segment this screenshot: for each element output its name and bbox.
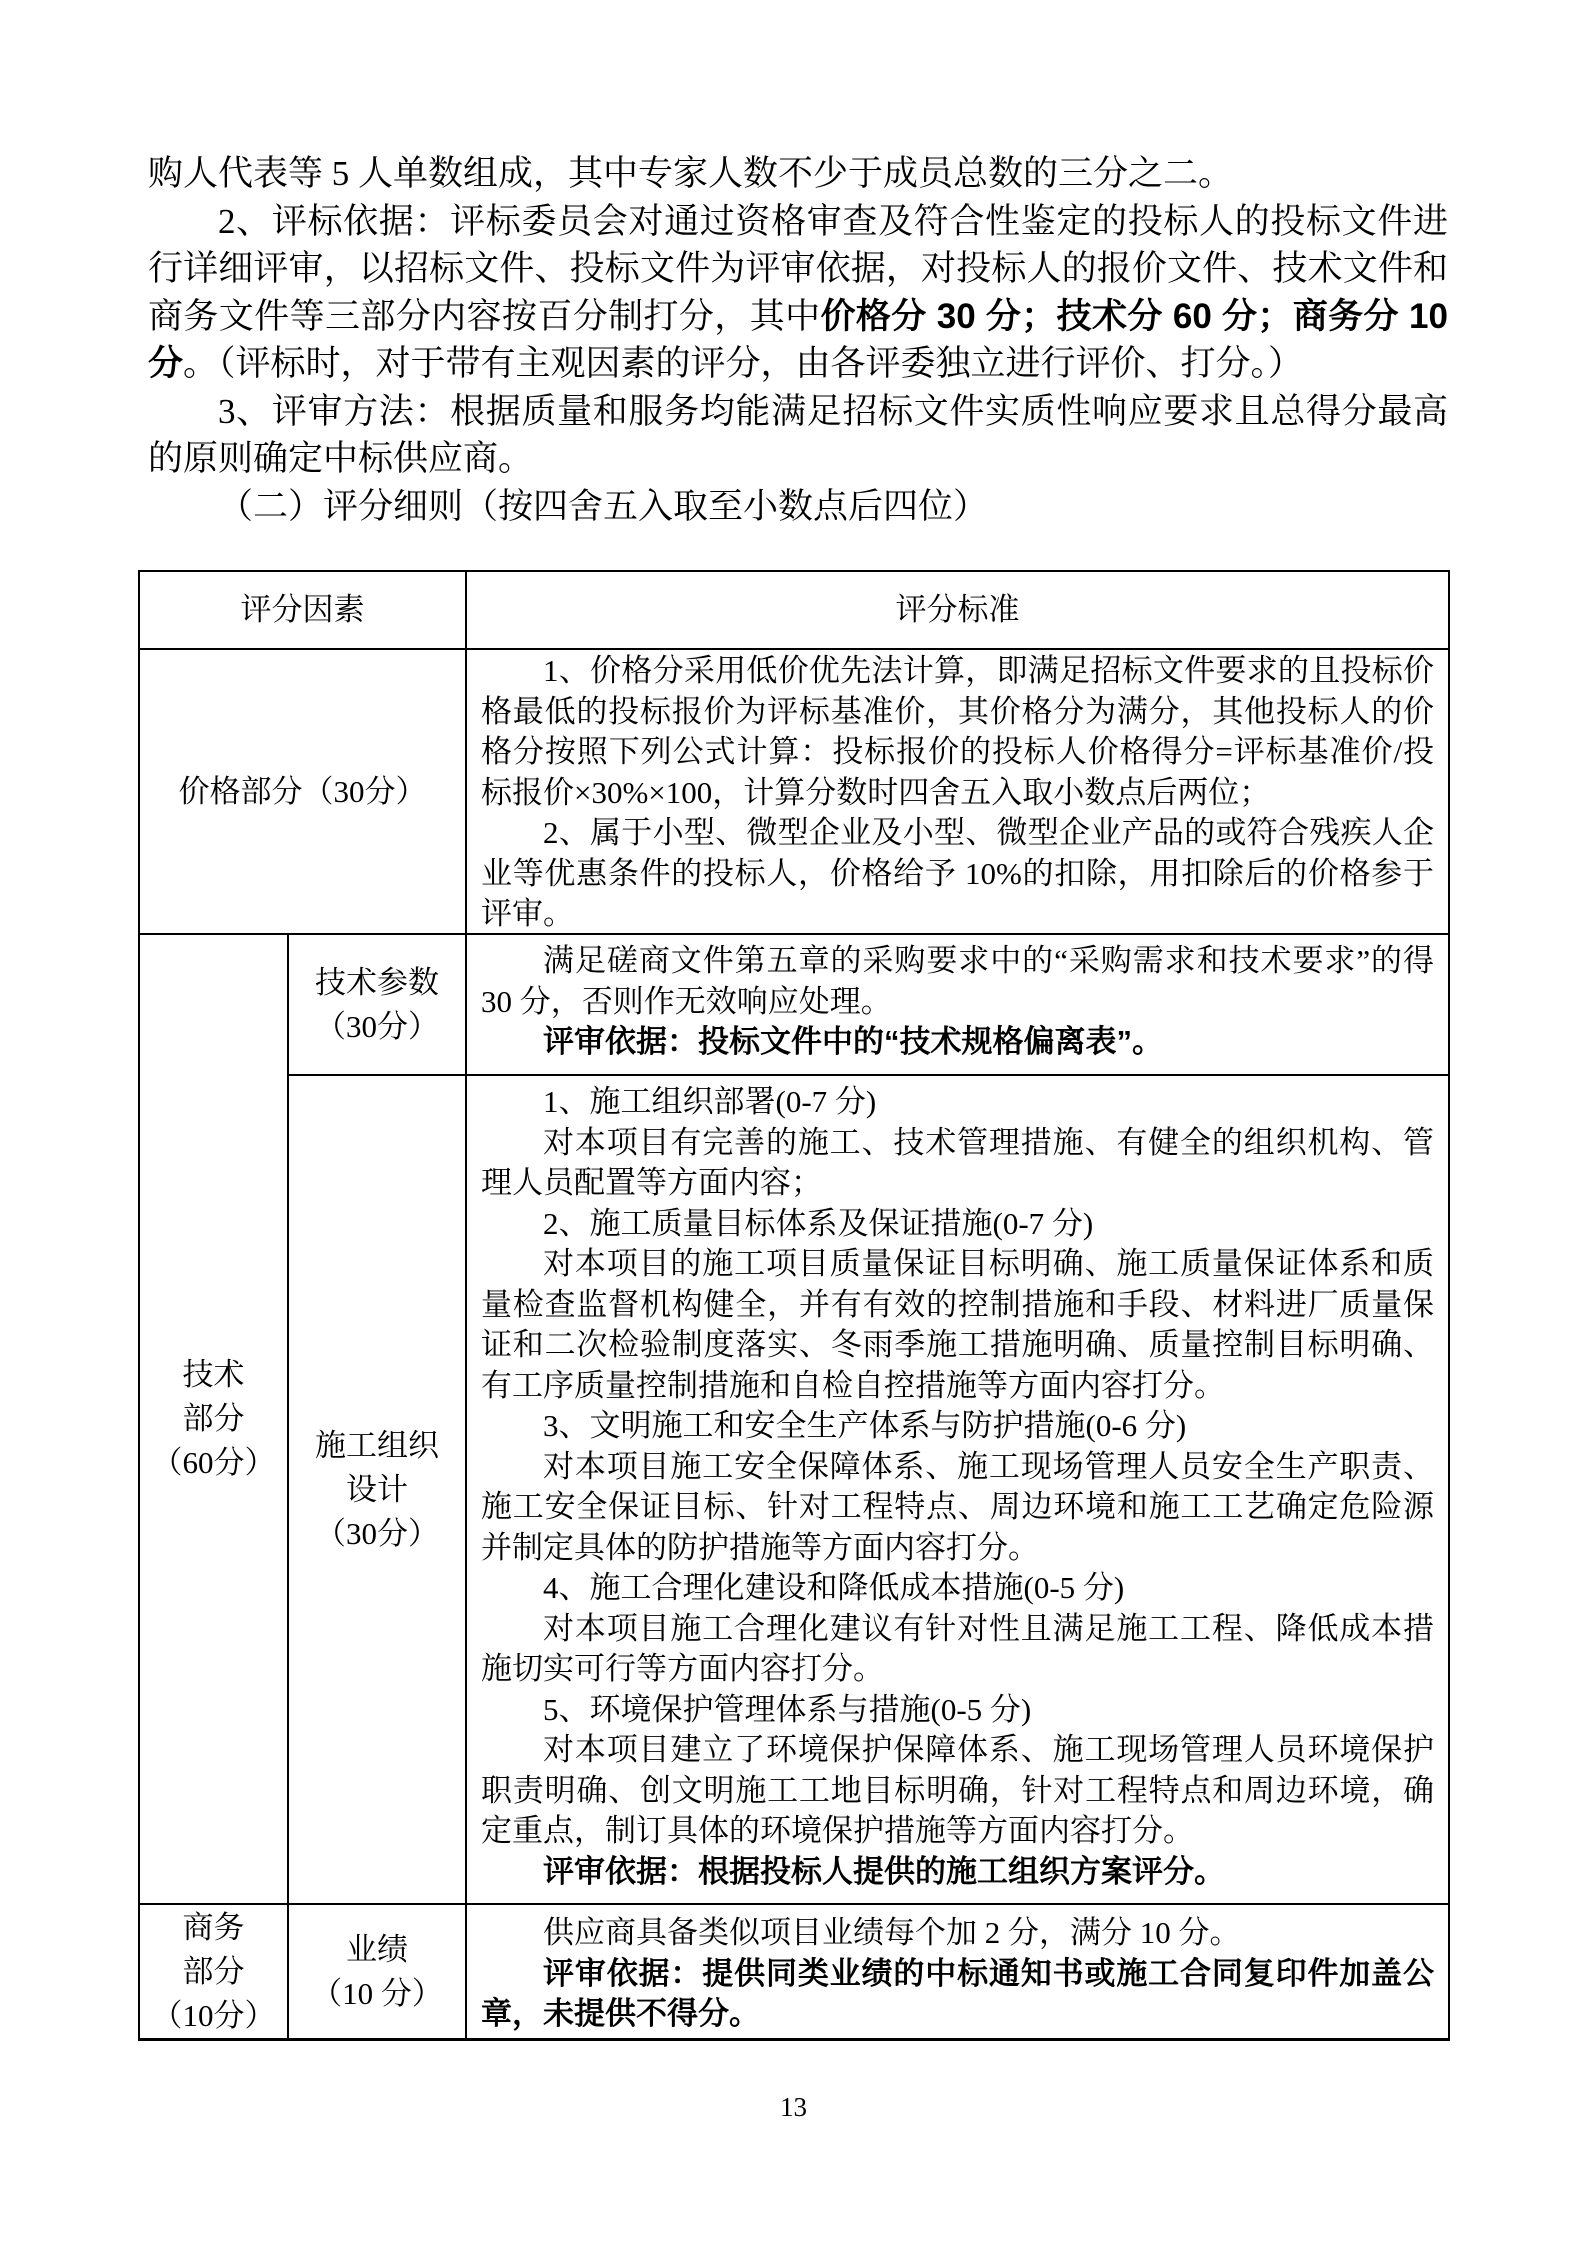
paragraph bbox=[481, 1123, 1434, 1204]
text-segment: 对本项目施工合理化建议有针对性且满足施工工程、降低成本措施切实可行等方面内容打分。 bbox=[481, 1610, 1434, 1686]
paragraph bbox=[148, 150, 1448, 198]
text-segment: 对本项目施工安全保障体系、施工现场管理人员安全生产职责、施工安全保证目标、针对工程特点、周边环境和施工工艺确定危险源并制定具体的防护措施等方面内容打分。 bbox=[481, 1448, 1434, 1565]
text-segment: 供应商具备类似项目业绩每个加 2 分，满分 10 分。 bbox=[543, 1915, 1241, 1950]
text-segment: 购人代表等 5 人单数组成，其中专家人数不少于成员总数的三分之二。 bbox=[148, 154, 1234, 193]
bold-text-segment: 评审依据：提供同类业绩的中标通知书或施工合同复印件加盖公章，未提供不得分。 bbox=[481, 1955, 1434, 2031]
text-segment: 满足磋商文件第五章的采购要求中的“采购需求和技术要求”的得 30 分，否则作无效响应处理。 bbox=[481, 943, 1434, 1019]
header-cell-standard: 评分标准 bbox=[895, 592, 1020, 627]
tech-params-criteria-text bbox=[467, 935, 1448, 1074]
business-section-label bbox=[140, 1905, 289, 2038]
business-row bbox=[140, 1903, 1448, 2038]
text-segment: 对本项目的施工项目质量保证目标明确、施工质量保证体系和质量检查监督机构健全，并有有效的控制措施和手段、材料进厂质量保证和二次检验制度落实、冬雨季施工措施明确、质量控制目标明确、有工序质量控制措施和自检自控措施等方面内容打分。 bbox=[481, 1246, 1434, 1403]
label-line: （10 分） bbox=[311, 1975, 443, 2011]
tech-section-row bbox=[140, 933, 1448, 1903]
paragraph bbox=[481, 1022, 1434, 1063]
paragraph bbox=[481, 1690, 1434, 1731]
bold-text-segment: 价格分 30 分；技术分 60 分；商务分 10 分 bbox=[148, 296, 1448, 383]
label-line: 业绩 bbox=[346, 1931, 408, 1967]
paragraph bbox=[481, 1082, 1434, 1123]
paragraph bbox=[481, 1447, 1434, 1569]
paragraph bbox=[481, 1568, 1434, 1609]
label-line: 商务 bbox=[182, 1909, 245, 1945]
paragraph bbox=[148, 388, 1448, 483]
paragraph bbox=[481, 1609, 1434, 1690]
paragraph bbox=[481, 1244, 1434, 1406]
label-line: （30分） bbox=[315, 1008, 439, 1044]
label-line: 设计 bbox=[346, 1471, 408, 1507]
label-line: 技术参数 bbox=[315, 964, 439, 1000]
label-line: （30分） bbox=[315, 1515, 439, 1551]
label-line: 部分 bbox=[182, 1401, 245, 1436]
text-segment: 2、评标依据：评标委员会对通过资格审查及符合性鉴定的投标人的投标文件进行详细评审，以招标文件、投标文件为评审依据，对投标人的报价文件、技术文件和商务文件等三部分内容按百分制打分，其中 bbox=[148, 201, 1448, 336]
paragraph bbox=[481, 813, 1434, 933]
paragraph bbox=[481, 1730, 1434, 1852]
text-segment: 3、文明施工和安全生产体系与防护措施(0-6 分) bbox=[543, 1408, 1187, 1443]
label-line: 部分 bbox=[182, 1953, 245, 1989]
price-criteria-text bbox=[467, 650, 1448, 933]
tech-params-label bbox=[289, 935, 467, 1074]
label-line: 施工组织 bbox=[315, 1427, 439, 1463]
label-line: （60分） bbox=[151, 1445, 276, 1480]
intro-paragraphs bbox=[148, 150, 1448, 530]
table-header-row bbox=[140, 572, 1448, 648]
score-table bbox=[138, 570, 1450, 2041]
text-segment: 3、评审方法：根据质量和服务均能满足招标文件实质性响应要求且总得分最高的原则确定中标供应商。 bbox=[148, 391, 1448, 478]
text-segment: 4、施工合理化建设和降低成本措施(0-5 分) bbox=[543, 1570, 1125, 1605]
paragraph bbox=[481, 1954, 1434, 2035]
paragraph bbox=[481, 1852, 1434, 1893]
text-segment: 。（评标时，对于带有主观因素的评分，由各评委独立进行评价、打分。） bbox=[183, 344, 1304, 383]
page-number: 13 bbox=[780, 2092, 807, 2122]
paragraph bbox=[481, 941, 1434, 1022]
paragraph bbox=[481, 651, 1434, 813]
performance-label bbox=[289, 1905, 467, 2038]
paragraph bbox=[148, 198, 1448, 388]
label-line: （10分） bbox=[151, 1997, 276, 2033]
price-row bbox=[140, 648, 1448, 933]
bold-text-segment: 评审依据：根据投标人提供的施工组织方案评分。 bbox=[543, 1853, 1225, 1889]
org-design-criteria-text bbox=[467, 1076, 1448, 1903]
text-segment: （二）评分细则（按四舍五入取至小数点后四位） bbox=[218, 486, 989, 526]
bold-text-segment: 评审依据：投标文件中的“技术规格偏离表”。 bbox=[543, 1024, 1163, 1059]
paragraph bbox=[148, 483, 1448, 531]
performance-criteria-text bbox=[467, 1905, 1448, 2038]
text-segment: 5、环境保护管理体系与措施(0-5 分) bbox=[543, 1691, 1032, 1727]
text-segment: 对本项目建立了环境保护保障体系、施工现场管理人员环境保护职责明确、创文明施工工地目标明确，针对工程特点和周边环境，确定重点，制订具体的环境保护措施等方面内容打分。 bbox=[481, 1732, 1434, 1848]
text-segment: 2、施工质量目标体系及保证措施(0-7 分) bbox=[543, 1205, 1094, 1241]
org-design-label bbox=[289, 1076, 467, 1903]
tech-section-subrows bbox=[289, 935, 1448, 1903]
org-design-row bbox=[289, 1074, 1448, 1903]
text-segment: 对本项目有完善的施工、技术管理措施、有健全的组织机构、管理人员配置等方面内容； bbox=[481, 1124, 1434, 1200]
paragraph bbox=[481, 1406, 1434, 1447]
text-segment: 1、施工组织部署(0-7 分) bbox=[543, 1084, 877, 1119]
tech-section-label bbox=[140, 935, 289, 1903]
header-cell-factor: 评分因素 bbox=[140, 572, 467, 648]
text-segment: 2、属于小型、微型企业及小型、微型企业产品的或符合残疾人企业等优惠条件的投标人，价格给予 10%的扣除，用扣除后的价格参于评审。 bbox=[481, 815, 1434, 931]
label-line: 技术 bbox=[182, 1357, 245, 1392]
text-segment: 1、价格分采用低价优先法计算，即满足招标文件要求的且投标价格最低的投标报价为评标基准价，其价格分为满分，其他投标人的价格分按照下列公式计算：投标报价的投标人价格得分=评标基准价/投标报价×30%×100，计算分数时四舍五入取小数点后两位； bbox=[481, 653, 1434, 810]
tech-params-row bbox=[289, 935, 1448, 1074]
price-section-label: 价格部分（30分） bbox=[140, 650, 467, 933]
paragraph bbox=[481, 1913, 1434, 1954]
paragraph bbox=[481, 1204, 1434, 1245]
